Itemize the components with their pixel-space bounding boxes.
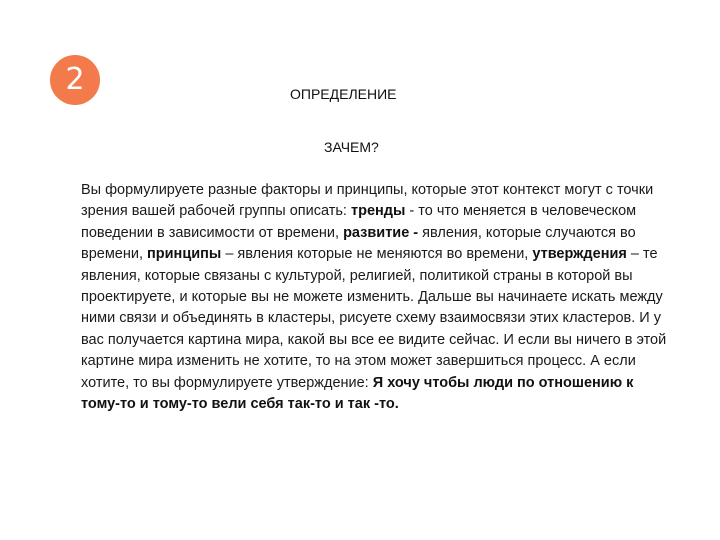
body-text-part: – те явления, которые связаны с культурой, религией, политикой страны в которой вы проектируете, и которые вы не можете изменить. Дальше вы начинаете искать между ними связи и объединять в кластеры, рисуете схему взаимосвязи этих кластеров. И у вас получается картина мира, какой вы все ее видите сейчас. И если вы ничего в этой картине мира изменить не хотите, то на этом может завершиться процесс. А если хотите, то вы формулируете утверждение: [81, 246, 667, 391]
step-number-badge: 2 [50, 55, 100, 105]
body-text-part: явления, которые случаются во времени, [81, 224, 636, 263]
term-trends: тренды [350, 203, 406, 220]
term-principles: принципы [147, 246, 222, 263]
body-text-part: - то что меняется в человеческом поведении в зависимости от времени, [81, 203, 637, 241]
final-statement: Я хочу чтобы люди по отношению к тому-то и тому-то вели себя так-то и так -то. [81, 374, 634, 413]
term-statements: утверждения [532, 246, 627, 263]
why-heading: ЗАЧЕМ? [324, 139, 379, 155]
body-paragraph [81, 180, 671, 415]
term-development: развитие - [343, 224, 419, 241]
definition-heading: ОПРЕДЕЛЕНИЕ [290, 86, 397, 102]
body-text-part: Вы формулируете разные факторы и принципы, которые этот контекст могут с точки зрения вашей рабочей группы описать: [81, 182, 654, 220]
body-text-part: – явления которые не меняются во времени, [221, 246, 533, 263]
